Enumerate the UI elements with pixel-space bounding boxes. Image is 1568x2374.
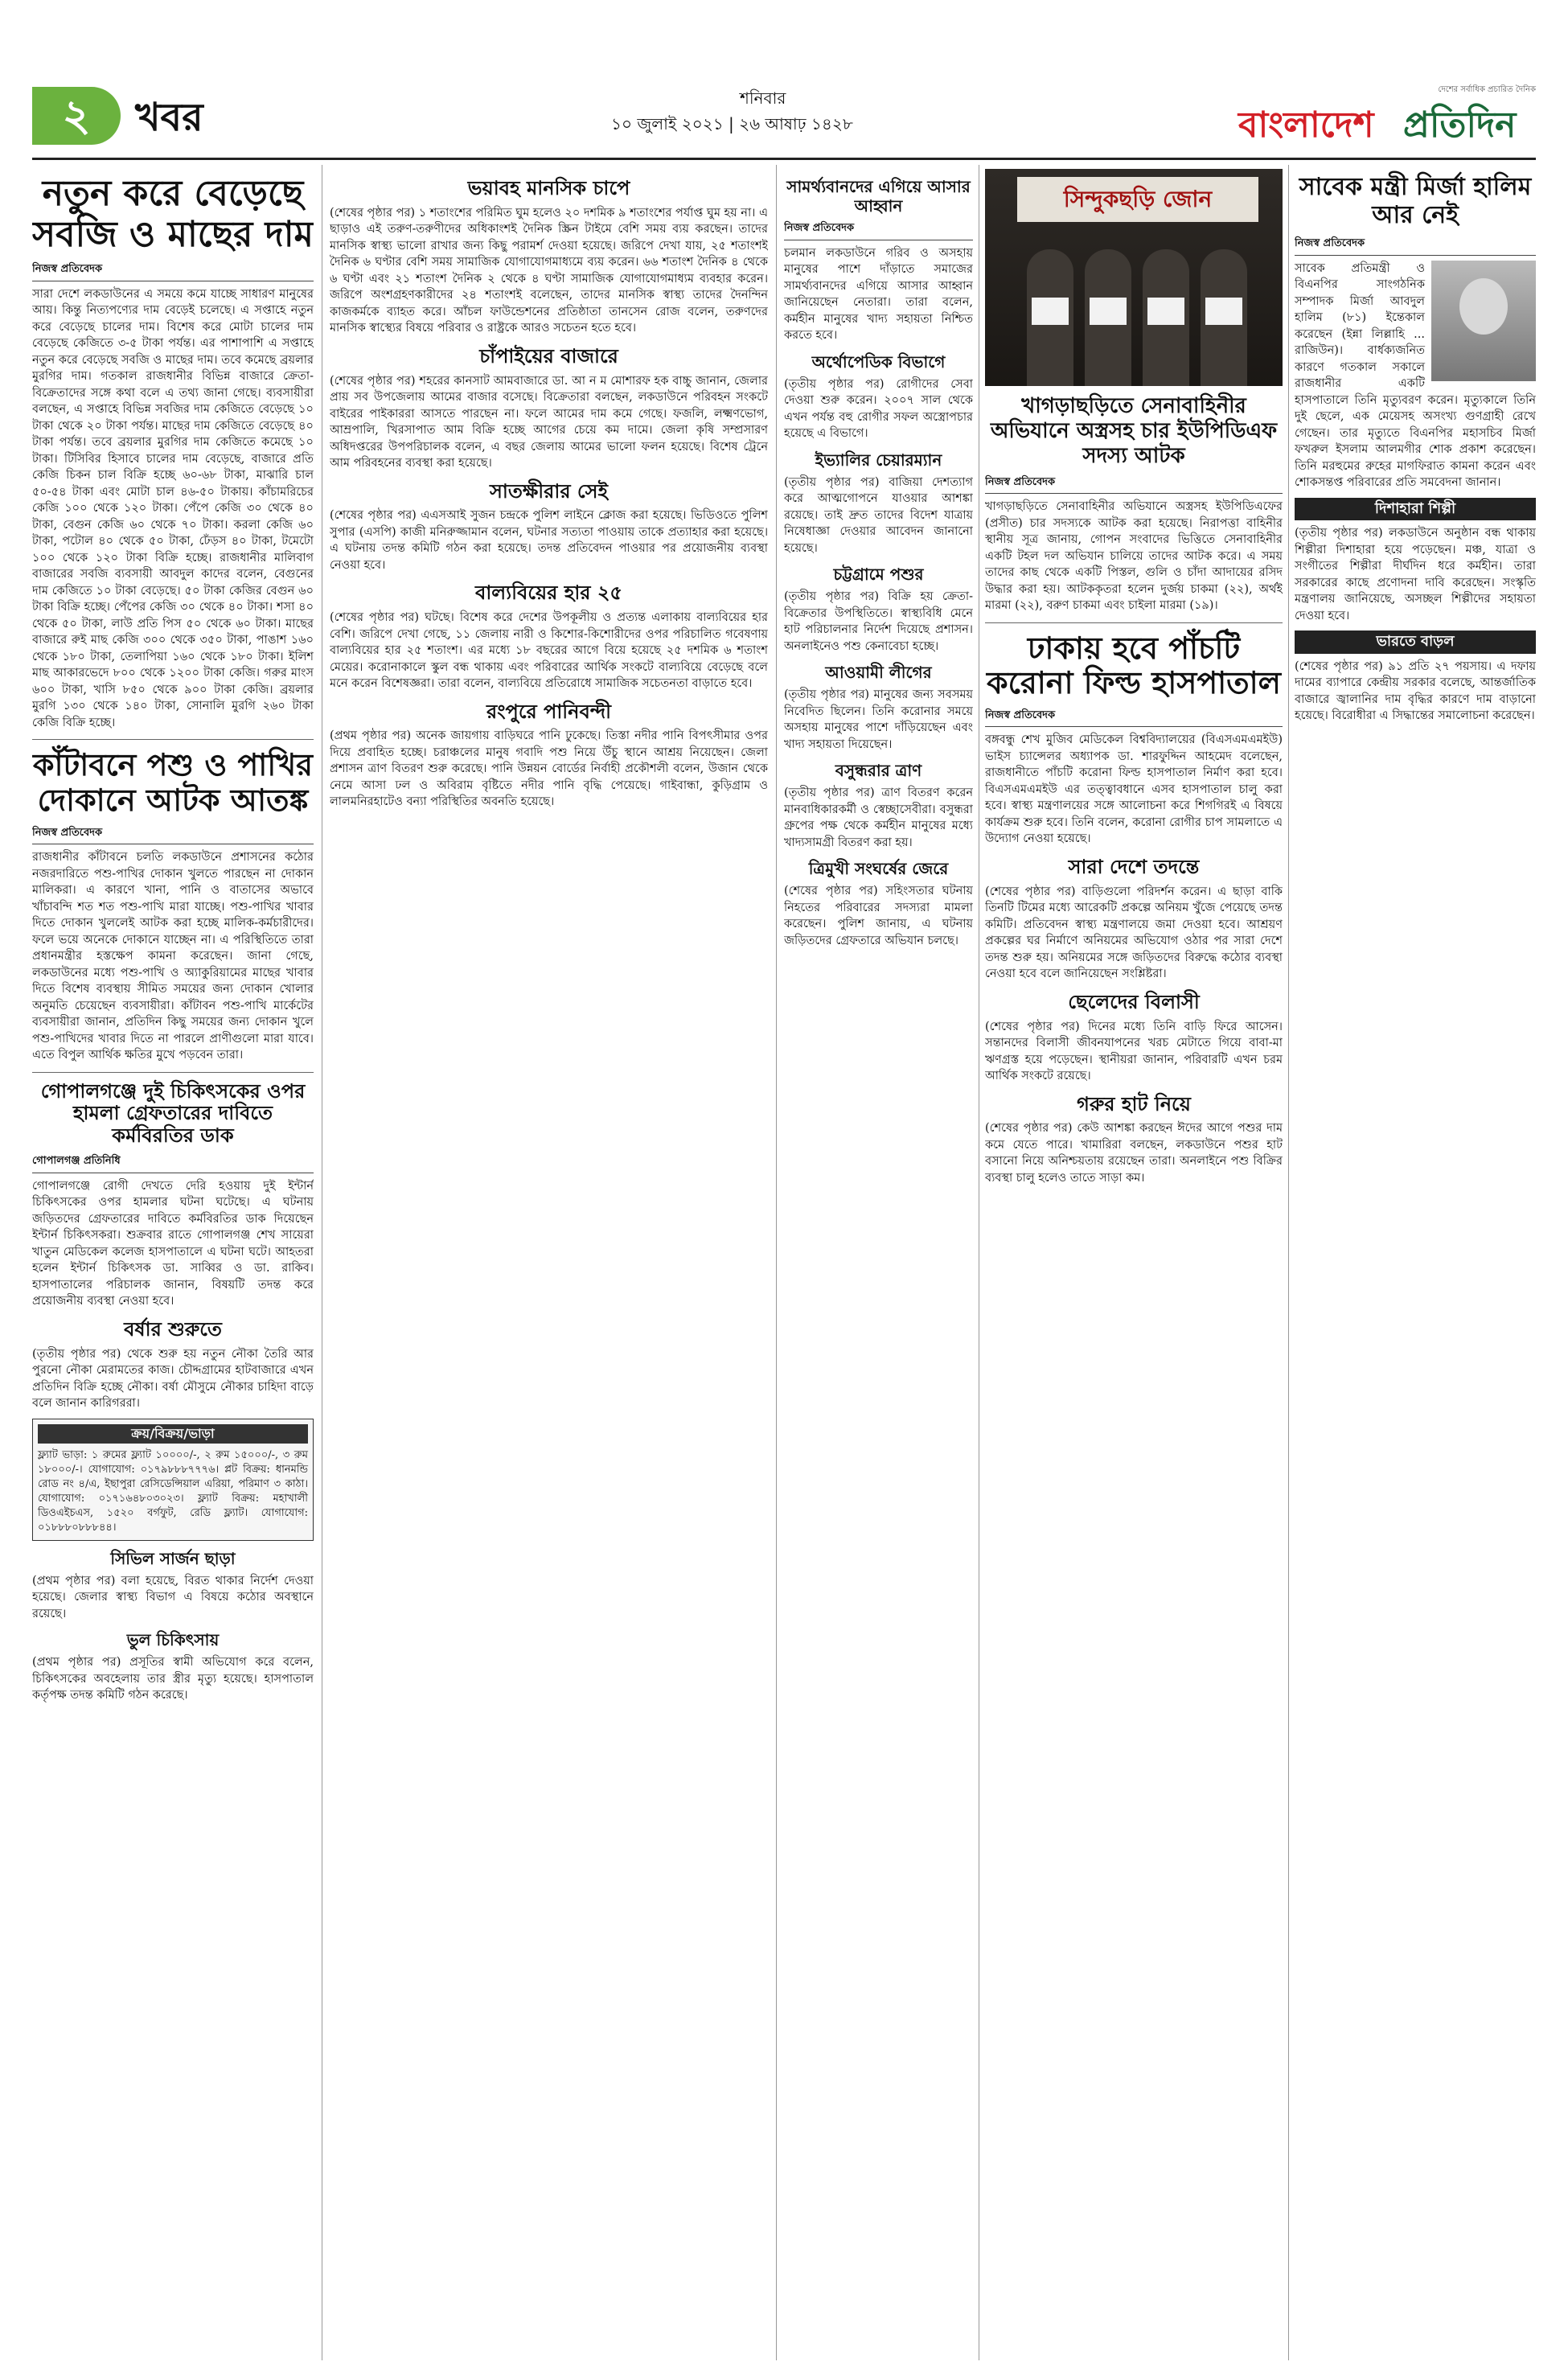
- arrest-photo: [985, 169, 1283, 386]
- article-body: (শেষের পৃষ্ঠার পর) সহিংসতার ঘটনায় নিহতের পরিবারের সদস্যরা মামলা করেছেন। পুলিশ জানায়, এ ঘটনায় জড়িতদের গ্রেফতারে অভিযান চলছে।: [784, 885, 973, 947]
- headline-civil-surgeon[interactable]: সিভিল সার্জন ছাড়া: [110, 1548, 236, 1568]
- divider: [985, 622, 1283, 623]
- column-1: [32, 169, 314, 2356]
- article-body: (শেষের পৃষ্ঠার পর) এএসআই সুজন চন্দ্রকে পুলিশ লাইনে ক্লোজ করা হয়েছে। ভিডিওতে পুলিশ সুপার (এসপি) কাজী মনিরুজ্জামান বলেন, ঘটনার সত্যতা পাওয়ায় তাকে প্রত্যাহার করা হয়েছে। এ ঘটনায় তদন্ত কমিটি গঠন করা হয়েছে। তদন্ত প্রতিবেদন পাওয়ার পর প্রয়োজনীয় ব্যবস্থা নেওয়া হবে।: [330, 509, 768, 572]
- newspaper-logo: [1238, 80, 1536, 158]
- column-divider: [1288, 165, 1289, 2360]
- headline-appeal[interactable]: সামর্থ্যবানদের এগিয়ে আসার আহ্বান: [786, 177, 971, 216]
- byline: নিজস্ব প্রতিবেদক: [985, 474, 1283, 495]
- byline: নিজস্ব প্রতিবেদক: [32, 825, 314, 845]
- article-body: (শেষের পৃষ্ঠার পর) কেউ আশঙ্কা করছেন ঈদের আগে পশুর দাম কমে যেতে পারে। খামারিরা বলছেন, লকডাউনে পশুর হাট বসানো নিয়ে অনিশ্চয়তায় রয়েছেন তারা। অনলাইনে পশু বিক্রির ব্যবস্থা চালু হলেও তাতে সাড়া কম।: [985, 1122, 1283, 1185]
- headline-chapai-market[interactable]: চাঁপাইয়ের বাজারে: [479, 344, 618, 368]
- article-body: (তৃতীয় পৃষ্ঠার পর) বাজিয়া দেশত্যাগ করে আত্মগোপনে যাওয়ার আশঙ্কা রয়েছে। তাই দ্রুত তাদের বিদেশ যাত্রায় নিষেধাজ্ঞা দেওয়ার আবেদন জানানো হয়েছে।: [784, 475, 973, 555]
- logo-text-2: প্রতিদিন: [1403, 105, 1517, 146]
- headline-vegetables[interactable]: নতুন করে বেড়েছে সবজি ও মাছের দাম: [32, 173, 314, 255]
- article-body: সাবেক প্রতিমন্ত্রী ও বিএনপির সাংগঠনিক সম্পাদক মির্জা আবদুল হালিম (৮১) ইন্তেকাল করেছেন (ইন্না লিল্লাহি ... রাজিউন)। বার্ধক্যজনিত কারণে গতকাল সকালে রাজধানীর একটি হাসপাতালে তিনি মৃত্যুবরণ করেন। মৃত্যুকালে তিনি দুই ছেলে, এক মেয়েসহ অসংখ্য গুণগ্রাহী রেখে গেছেন। তার মৃত্যুতে বিএনপির মহাসচিব মির্জা ফখরুল ইসলাম আলমগীর শোক প্রকাশ করেছেন। তিনি মরহুমের রুহের মাগফিরাত কামনা করেন এবং শোকসন্তপ্ত পরিবারের প্রতি সমবেদনা জানান।: [1295, 261, 1536, 489]
- logo-text-1: বাংলাদেশ: [1238, 105, 1374, 146]
- portrait-photo: [1431, 261, 1536, 381]
- byline: নিজস্ব প্রতিবেদক: [1295, 236, 1536, 256]
- headline-khagrachari[interactable]: খাগড়াছড়িতে সেনাবাহিনীর অভিযানে অস্ত্রসহ চার ইউপিডিএফ সদস্য আটক: [990, 394, 1278, 469]
- headline-monsoon[interactable]: বর্ষার শুরুতে: [124, 1317, 222, 1341]
- article-body: (তৃতীয় পৃষ্ঠার পর) থেকে শুরু হয় নতুন নৌকা তৈরি আর পুরনো নৌকা মেরামতের কাজ। চৌদ্দগ্রামের হাটবাজারে এখন প্রতিদিন বিক্রি হচ্ছে নৌকা। বর্ষা মৌসুমে নৌকার চাহিদা বাড়ে বলে জানান কারিগররা।: [32, 1347, 314, 1411]
- column-5: [1295, 169, 1536, 2356]
- person-figure: [1027, 249, 1073, 386]
- header-rule: [32, 158, 1536, 160]
- headline-awami-league[interactable]: আওয়ামী লীগের: [825, 663, 932, 682]
- headline-child-marriage[interactable]: বাল্যবিয়ের হার ২৫: [474, 581, 623, 605]
- zone-sign: সিন্দুকছড়ি জোন: [1017, 177, 1258, 222]
- column-2: [330, 169, 768, 2356]
- headline-ctg-cattle[interactable]: চট্টগ্রামে পশুর: [833, 565, 924, 584]
- column-4: [985, 169, 1283, 2356]
- headline-orthopedic[interactable]: অর্থোপেডিক বিভাগে: [811, 351, 946, 372]
- article-body: খাগড়াছড়িতে সেনাবাহিনীর অভিযানে অস্ত্রসহ ইউপিডিএফের (প্রসীত) চার সদস্যকে আটক করা হয়েছে। নিরাপত্তা বাহিনীর স্থানীয় সূত্র জানায়, গোপন সংবাদের ভিত্তিতে সেনাবাহিনীর একটি টহল দল অভিযান চালিয়ে তাদের আটক করে। এ সময় তাদের কাছ থেকে একটি পিস্তল, গুলি ও চাঁদা আদায়ের রসিদ উদ্ধার করা হয়। আটককৃতরা হলেন দুর্জয় চাকমা (২২), অর্থই মারমা (২২), বরুণ চাকমা এবং চাইলা মারমা (১৯)।: [985, 500, 1283, 613]
- page-number: ২: [32, 87, 121, 145]
- article-body: (শেষের পৃষ্ঠার পর) ১ শতাংশের পরিমিত ঘুম হলেও ২০ দশমিক ৯ শতাংশের পর্যাপ্ত ঘুম হয় না। এ ছাড়াও এই তরুণ-তরুণীদের অধিকাংশই দৈনিক স্ক্রিন টাইমে বেশি সময় ব্যয় করছেন। তাদের মানসিক স্বাস্থ্য ভালো রাখার জন্য কিছু পরামর্শ দেওয়া হয়েছে। জরিপে দেখা যায়, ২৫ শতাংশই দৈনিক ৬ ঘণ্টার বেশি সময় সামাজিক যোগাযোগমাধ্যমে ব্যয় করেন। ৬৬ শতাংশ দৈনিক ৪ থেকে ৬ ঘণ্টা এবং ২১ শতাংশ দৈনিক ২ থেকে ৪ ঘণ্টা সামাজিক যোগাযোগমাধ্যম ব্যবহার করেন। জরিপে অংশগ্রহণকারীদের ২৪ শতাংশই বলেছেন, তাদের মানসিক স্বাস্থ্য তাদের দৈনন্দিন কাজকর্মকে ব্যাহত করে। আঁচল ফাউন্ডেশনের প্রতিষ্ঠাতা তানসেন রোজ বলেন, তরুণদের মানসিক স্বাস্থ্যের বিষয়ে পরিবার ও রাষ্ট্রকে আরও সচেতন হতে হবে।: [330, 206, 768, 335]
- page-day: শনিবার: [740, 88, 786, 108]
- column-3: [784, 169, 973, 2356]
- article-body: (তৃতীয় পৃষ্ঠার পর) বিক্রি হয় ক্রেতা-বিক্রেতার উপস্থিতিতে। স্বাস্থ্যবিধি মেনে হাট পরিচালনার নির্দেশ দিয়েছে প্রশাসন। অনলাইনেও পশু কেনাবেচা হচ্ছে।: [784, 590, 973, 653]
- headline-satkhira[interactable]: সাতক্ষীরার সেই: [490, 479, 608, 503]
- article-body: (তৃতীয় পৃষ্ঠার পর) মানুষের জন্য সবসময় নিবেদিত ছিলেন। তিনি করোনার সময়ে অসহায় মানুষের পাশে দাঁড়িয়েছেন এবং খাদ্য সহায়তা দিয়েছেন।: [784, 688, 973, 751]
- divider: [32, 1072, 314, 1073]
- byline: গোপালগঞ্জ প্রতিনিধি: [32, 1153, 314, 1173]
- person-figure: [1143, 249, 1189, 386]
- article-body: (প্রথম পৃষ্ঠার পর) বলা হয়েছে, বিরত থাকার নির্দেশ দেওয়া হয়েছে। জেলার স্বাস্থ্য বিভাগ এ বিষয়ে কঠোর অবস্থানে রয়েছে।: [32, 1574, 314, 1620]
- headline-india-price[interactable]: ভারতে বাড়ল: [1295, 630, 1536, 654]
- headline-wrong-treatment[interactable]: ভুল চিকিৎসায়: [126, 1630, 220, 1650]
- headline-mental-stress[interactable]: ভয়াবহ মানসিক চাপে: [467, 177, 630, 199]
- person-figure: [1201, 249, 1247, 386]
- article-body: (প্রথম পৃষ্ঠার পর) অনেক জায়গায় বাড়িঘরে পানি ঢুকেছে। তিস্তা নদীর পানি বিপৎসীমার ওপর দিয়ে প্রবাহিত হচ্ছে। চরাঞ্চলের মানুষ গবাদি পশু নিয়ে উঁচু স্থানে আশ্রয় নিয়েছেন। জেলা প্রশাসন ত্রাণ বিতরণ শুরু করেছে। পানি উন্নয়ন বোর্ডের নির্বাহী প্রকৌশলী বলেন, উজান থেকে নেমে আসা ঢল ও অবিরাম বৃষ্টিতে নদীর পানি বৃদ্ধি পেয়েছে। গাইবান্ধা, কুড়িগ্রাম ও লালমনিরহাটেও বন্যা পরিস্থিতির অবনতি হয়েছে।: [330, 729, 768, 809]
- headline-mirza-halim[interactable]: সাবেক মন্ত্রী মির্জা হালিম আর নেই: [1299, 173, 1532, 229]
- byline: নিজস্ব প্রতিবেদক: [985, 708, 1283, 728]
- section-name: খবর: [135, 95, 203, 140]
- article-body: গোপালগঞ্জে রোগী দেখতে দেরি হওয়ায় দুই ইন্টার্ন চিকিৎসকের ওপর হামলার ঘটনা ঘটেছে। এ ঘটনায় জড়িতদের গ্রেফতারের দাবিতে কর্মবিরতির ডাক দিয়েছেন ইন্টার্ন চিকিৎসকরা। শুক্রবার রাতে গোপালগঞ্জ শেখ সায়েরা খাতুন মেডিকেল কলেজ হাসপাতালে এ ঘটনা ঘটে। আহতরা হলেন ইন্টার্ন চিকিৎসক ডা. সাব্বির ও ডা. রাকিব। হাসপাতালের পরিচালক জানান, বিষয়টি তদন্ত করে প্রয়োজনীয় ব্যবস্থা নেওয়া হবে।: [32, 1179, 314, 1308]
- article-body: (তৃতীয় পৃষ্ঠার পর) রোগীদের সেবা দেওয়া শুরু করেন। ২০০৭ সাল থেকে এখন পর্যন্ত বহু রোগীর সফল অস্ত্রোপচার হয়েছে এ বিভাগে।: [784, 377, 973, 440]
- headline-clash[interactable]: ত্রিমুখী সংঘর্ষের জেরে: [808, 859, 949, 878]
- headline-bashundhara-relief[interactable]: বসুন্ধরার ত্রাণ: [835, 761, 922, 780]
- headline-field-hospital[interactable]: ঢাকায় হবে পাঁচটি করোনা ফিল্ড হাসপাতাল: [987, 630, 1281, 701]
- column-divider: [776, 165, 777, 2360]
- person-figure: [1085, 249, 1131, 386]
- headline-evaly[interactable]: ইভ্যালির চেয়ারম্যান: [815, 450, 942, 470]
- headline-artists[interactable]: দিশাহারা শিল্পী: [1295, 498, 1536, 521]
- classified-text: ফ্ল্যাট ভাড়া: ১ রুমের ফ্ল্যাট ১০০০০/-, ২ রুম ১৫০০০/-, ৩ রুম ১৮০০০/-। যোগাযোগ: ০১৭৯৮৮৮৭৭৭৬। প্লট বিক্রয়: ধানমন্ডি রোড নং ৪/এ, ইছাপুরা রেসিডেন্সিয়াল এরিয়া, পরিমাণ ৩ কাঠা। যোগাযোগ: ০১৭১৬৪৮০৩০২৩। ফ্ল্যাট বিক্রয়: মহাখালী ডিওএইচএস, ১৫২০ বর্গফুট, রেডি ফ্ল্যাট। যোগাযোগ: ০১৮৮৮০৮৮৮৪৪।: [38, 1448, 308, 1534]
- article-body: বঙ্গবন্ধু শেখ মুজিব মেডিকেল বিশ্ববিদ্যালয়ের (বিএসএমএমইউ) ভাইস চ্যান্সেলর অধ্যাপক ডা. শারফুদ্দিন আহমেদ বলেছেন, রাজধানীতে পাঁচটি করোনা ফিল্ড হাসপাতাল নির্মাণ করা হবে। বিএসএমএমইউ এর তত্ত্বাবধানে এসব হাসপাতাল চালু করা হবে। স্বাস্থ্য মন্ত্রণালয়ের সঙ্গে আলোচনা করে শিগগিরই এ বিষয়ে কার্যক্রম শুরু হবে। তিনি বলেন, করোনা রোগীর চাপ সামলাতে এ উদ্যোগ নেওয়া হয়েছে।: [985, 733, 1283, 846]
- classified-title: ক্রয়/বিক্রয়/ভাড়া: [38, 1424, 308, 1444]
- article-body: (তৃতীয় পৃষ্ঠার পর) লকডাউনে অনুষ্ঠান বন্ধ থাকায় শিল্পীরা দিশাহারা হয়ে পড়েছেন। মঞ্চ, যাত্রা ও সংগীতের শিল্পীরা দীর্ঘদিন ধরে কর্মহীন। তারা সরকারের কাছে প্রণোদনা দাবি করেছেন। সংস্কৃতি মন্ত্রণালয় জানিয়েছে, অসচ্ছল শিল্পীদের সহায়তা দেওয়া হবে।: [1295, 527, 1536, 622]
- article-body: (শেষের পৃষ্ঠার পর) ঘটছে। বিশেষ করে দেশের উপকূলীয় ও প্রত্যন্ত এলাকায় বাল্যবিয়ের হার বেশি। জরিপে দেখা গেছে, ১১ জেলায় নারী ও কিশোর-কিশোরীদের ওপর পরিচালিত গবেষণায় বাল্যবিয়ের হার ২৫ শতাংশ। এর মধ্যে ১৮ বছরের আগে বিয়ে হয়েছে ২৫ দশমিক ৬ শতাংশ মেয়ের। করোনাকালে স্কুল বন্ধ থাকায় এবং পরিবারের আর্থিক সংকটে বাল্যবিয়ে বেড়েছে বলে মনে করেন বিশেষজ্ঞরা। তারা বলেন, বাল্যবিয়ে প্রতিরোধে সামাজিক সচেতনতা বাড়াতে হবে।: [330, 611, 768, 691]
- headline-katabon[interactable]: কাঁটাবনে পশু ও পাখির দোকানে আটক আতঙ্ক: [32, 747, 314, 818]
- article-body: (শেষের পৃষ্ঠার পর) দিনের মধ্যে তিনি বাড়ি ফিরে আসেন। সন্তানদের বিলাসী জীবনযাপনের খরচ মেটাতে গিয়ে বাবা-মা ঋণগ্রস্ত হয়ে পড়েছেন। স্থানীয়রা জানান, পরিবারটি এখন চরম আর্থিক সংকটে রয়েছে।: [985, 1020, 1283, 1083]
- article-body: চলমান লকডাউনে গরিব ও অসহায় মানুষের পাশে দাঁড়াতে সমাজের সামর্থ্যবানদের এগিয়ে আসার আহ্বান জানিয়েছেন নেতারা। তারা বলেন, কর্মহীন মানুষের খাদ্য সহায়তা নিশ্চিত করতে হবে।: [784, 246, 973, 342]
- page-date: ১০ জুলাই ২০২১ | ২৬ আষাঢ় ১৪২৮: [611, 114, 853, 133]
- article-body: (শেষের পৃষ্ঠার পর) বাড়িগুলো পরিদর্শন করেন। এ ছাড়া বাকি তিনটি টিমের মধ্যে আরেকটি প্রকল্পে অনিয়ম খুঁজে পেয়েছে তদন্ত কমিটি। প্রতিবেদন স্বাস্থ্য মন্ত্রণালয়ে জমা দেওয়া হবে। আশ্রয়ণ প্রকল্পের ঘর নির্মাণে অনিয়মের অভিযোগ ওঠার পর সারা দেশে তদন্ত শুরু হয়। অনিয়মের সঙ্গে জড়িতদের বিরুদ্ধে কঠোর ব্যবস্থা নেওয়া হবে বলে জানিয়েছেন সংশ্লিষ্টরা।: [985, 885, 1283, 981]
- headline-gopalganj[interactable]: গোপালগঞ্জে দুই চিকিৎসকের ওপর হামলা গ্রেফতারের দাবিতে কর্মবিরতির ডাক: [40, 1079, 306, 1147]
- logo-tagline: দেশের সর্বাধিক প্রচারিত দৈনিক: [1438, 85, 1536, 94]
- article-body: (শেষের পৃষ্ঠার পর) শহরের কানসাট আমবাজারে ডা. আ ন ম মোশারফ হক বাচ্চু জানান, জেলার প্রায় সব উপজেলায় আমের বাজার বসেছে। বিক্রেতারা বলছেন, লকডাউনে পরিবহন সংকটে বাইরের পাইকাররা আসতে পারছেন না। ফলে আমের দাম কমে গেছে। ফজলি, লক্ষ্মণভোগ, আম্রপালি, খিরসাপাত আম বিক্রি হচ্ছে আগের চেয়ে কম দামে। জেলা কৃষি সম্প্রসারণ অধিদপ্তরের উপপরিচালক বলেন, এ বছর জেলায় আমের ভালো ফলন হয়েছে। বিশেষ ট্রেনে আম পরিবহনের ব্যবস্থা করা হয়েছে।: [330, 374, 768, 470]
- headline-investigation[interactable]: সারা দেশে তদন্তে: [1068, 855, 1200, 878]
- article-body: (শেষের পৃষ্ঠার পর) ৯১ প্রতি ২৭ পয়সায়। এ দফায় দামের ব্যাপারে কেন্দ্রীয় সরকার বলেছে, আন্তর্জাতিক বাজারে জ্বালানির দাম বৃদ্ধির কারণে দাম বাড়ানো হয়েছে। বিরোধীরা এ সিদ্ধান্তের সমালোচনা করেছেন।: [1295, 659, 1536, 722]
- article-body: রাজধানীর কাঁটাবনে চলতি লকডাউনে প্রশাসনের কঠোর নজরদারিতে পশু-পাখির দোকান খুলতে পারছেন না দোকান মালিকরা। এ কারণে খানা, পানি ও বাতাসের অভাবে খাঁচাবন্দি শত শত পশু-পাখি মারা যাচ্ছে। পশু-পাখির খাবার দিতে দোকান খুললেই আটক করা হচ্ছে মালিক-কর্মচারীদের। ফলে ভয়ে অনেকে দোকানে যাচ্ছেন না। এ পরিস্থিতিতে তারা প্রধানমন্ত্রীর হস্তক্ষেপ কামনা করেছেন। জানা গেছে, লকডাউনের মধ্যে পশু-পাখি ও অ্যাকুরিয়ামের মাছের খাবার দিতে বিশেষ ব্যবস্থায় সীমিত সময়ের জন্য দোকান খোলার অনুমতি চেয়েছেন ব্যবসায়ীরা। কাঁটাবন পশু-পাখি মার্কেটের ব্যবসায়ীরা জানান, প্রতিদিন কিছু সময়ের জন্য দোকান খুলে পশু-পাখিদের খাবার দিতে না পারলে প্রাণীগুলো মারা যাবে। এতে বিপুল আর্থিক ক্ষতির মুখে পড়বেন তারা।: [32, 851, 314, 1062]
- headline-sons-luxury[interactable]: ছেলেদের বিলাসী: [1068, 990, 1200, 1013]
- headline-rangpur-flood[interactable]: রংপুরে পানিবন্দী: [486, 700, 611, 723]
- divider: [32, 739, 314, 740]
- article-body: সারা দেশে লকডাউনের এ সময়ে কমে যাচ্ছে সাধারণ মানুষের আয়। কিন্তু নিত্যপণ্যের দাম বেড়েই চলেছে। এ সপ্তাহে নতুন করে বেড়েছে চালের দাম। বিশেষ করে মোটা চালের দাম বেড়েছে কেজিতে ৩-৫ টাকা পর্যন্ত। এর পাশাপাশি এ সপ্তাহে নতুন করে বেড়েছে সবজি ও মাছের দাম। তবে কমেছে ব্রয়লার মুরগির দাম। গতকাল রাজধানীর বিভিন্ন বাজারে ক্রেতা-বিক্রেতাদের সঙ্গে কথা বলে এ তথ্য জানা গেছে। ব্যবসায়ীরা বলছেন, এ সপ্তাহে বিভিন্ন সবজির দাম কেজিতে বেড়েছে ১০ টাকা থেকে ২০ টাকা পর্যন্ত। মাছের দাম কেজিতে বেড়েছে ৪০ টাকা পর্যন্ত। তবে ব্রয়লার মুরগির দাম কেজিতে কমেছে ১০ টাকা। টিসিবির হিসাবে চালের দাম বেড়েছে, বাজারে প্রতি কেজি চিকন চাল বিক্রি হচ্ছে ৬০-৬৮ টাকা, মাঝারি চাল ৫০-৫৪ টাকা এবং মোটা চাল ৪৬-৫০ টাকায়। কাঁচামরিচের কেজি ১০০ থেকে ১২০ টাকা। পেঁপে কেজি ৩০ থেকে ৪০ টাকা, বেগুন কেজি ৬০ থেকে ৭০ টাকা। করলা কেজি ৬০ টাকা, পটোল ৪০ থেকে ৫০ টাকা, ঢেঁড়স ৪০ টাকা, টমেটো ১০০ থেকে ১২০ টাকা বিক্রি হচ্ছে। রাজধানীর মালিবাগ বাজারের সবজি ব্যবসায়ী আবদুল কাদের বলেন, বেগুনের দাম কেজিতে ১০ টাকা বেড়েছে। ৫০ টাকা কেজির বেগুন ৬০ টাকা বিক্রি হচ্ছে। পেঁপের কেজি ৩০ থেকে ৪০ টাকা। শসা ৪০ থেকে ৫০ টাকা, লাউ প্রতি পিস ৫০ থেকে ৬০ টাকা। মাছের বাজারে রুই মাছ কেজি ৩০০ থেকে ৩৫০ টাকা, পাঙাশ ১৬০ থেকে ১৮০ টাকা, তেলাপিয়া ১৬০ থেকে ১৮০ টাকা। ইলিশ মাছ আকারভেদে ৮০০ থেকে ১২০০ টাকা কেজি। গরুর মাংস ৬০০ টাকা, খাসি ৮৫০ থেকে ৯০০ টাকা কেজি। ব্রয়লার মুরগি ১৩০ থেকে ১৪০ টাকা, সোনালি মুরগি ২৬০ টাকা কেজি বিক্রি হচ্ছে।: [32, 287, 314, 729]
- byline: নিজস্ব প্রতিবেদক: [32, 261, 314, 281]
- byline: নিজস্ব প্রতিবেদক: [784, 220, 973, 240]
- article-body: (তৃতীয় পৃষ্ঠার পর) ত্রাণ বিতরণ করেন মানবাধিকারকর্মী ও স্বেচ্ছাসেবীরা। বসুন্ধরা গ্রুপের পক্ষ থেকে কর্মহীন মানুষের মধ্যে খাদ্যসামগ্রী বিতরণ করা হয়।: [784, 787, 973, 849]
- classified-ads: [32, 1419, 314, 1541]
- headline-cattle-market[interactable]: গরুর হাট নিয়ে: [1077, 1092, 1191, 1115]
- article-body: (প্রথম পৃষ্ঠার পর) প্রসূতির স্বামী অভিযোগ করে বলেন, চিকিৎসকের অবহেলায় তার স্ত্রীর মৃত্যু হয়েছে। হাসপাতাল কর্তৃপক্ষ তদন্ত কমিটি গঠন করেছে।: [32, 1656, 314, 1702]
